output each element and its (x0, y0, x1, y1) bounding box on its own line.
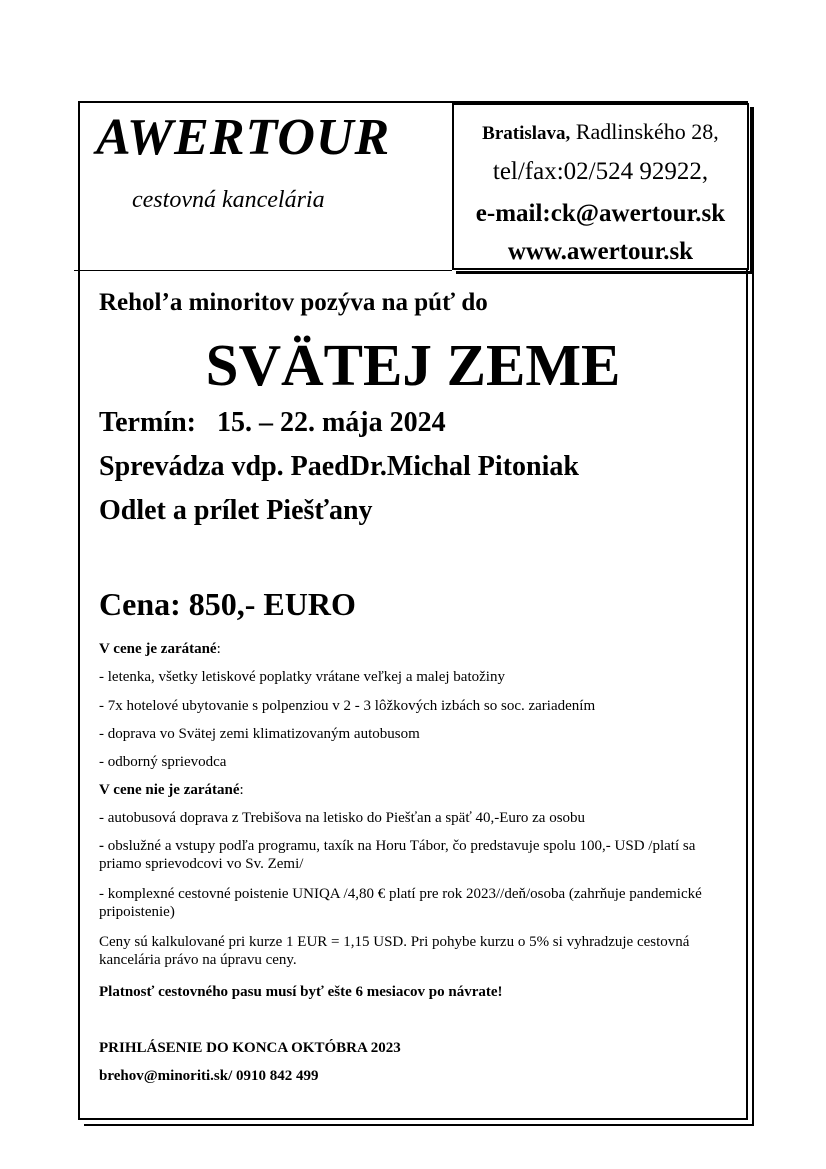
excluded-item-2 (99, 837, 739, 873)
registration-contact[interactable]: brehov@minoriti.sk/ 0910 842 499 (99, 1068, 319, 1084)
included-item-3: - doprava vo Svätej zemi klimatizovaným autobusom (99, 726, 420, 742)
contact-city: Bratislava, (482, 123, 571, 144)
excluded-heading-text: V cene nie je zarátané (99, 782, 240, 798)
excluded-heading-colon: : (239, 782, 244, 798)
included-heading (99, 640, 739, 658)
contact-street: Radlinského 28, (570, 119, 719, 144)
included-item-2: - 7x hotelové ubytovanie s polpenziou v 2 - 3 lôžkových izbách so soc. zariadením (99, 698, 596, 714)
header-divider (74, 270, 452, 271)
excluded-item-2-dash: - (99, 838, 104, 854)
excluded-item-1: - autobusová doprava z Trebišova na letisko do Piešťan a späť 40,-Euro za osobu (99, 810, 586, 826)
excluded-heading (99, 781, 739, 799)
flight-line: Odlet a prílet Piešťany (99, 495, 373, 526)
guide-line: Sprevádza vdp. PaedDr.Michal Pitoniak (99, 451, 579, 482)
included-heading-colon: : (216, 641, 221, 657)
contact-phone: tel/fax:02/524 92922, (492, 158, 709, 185)
price-line: Cena: 850,- EURO (99, 586, 356, 622)
excluded-item-2-text: obslužné a vstupy podľa programu, taxík na Horu Tábor, čo predstavuje spolu 100,- USD /platí sa priamo sprievodcovi vo Sv. Zemi/ (99, 838, 696, 872)
contact-box (452, 103, 749, 270)
excluded-item-3: - komplexné cestovné poistenie UNIQA /4,80 € platí pre rok 2023//deň/osoba (zahrňuje pandemické pripoistenie) (99, 886, 702, 920)
intro-line: Reholʼa minoritov pozýva na púť do (99, 289, 488, 316)
rate-note: Ceny sú kalkulované pri kurze 1 EUR = 1,15 USD. Pri pohybe kurzu o 5% si vyhradzuje cestovná kancelária právo na úpravu ceny. (99, 934, 690, 968)
term-line: Termín: 15. – 22. mája 2024 (99, 407, 446, 438)
included-item-4: - odborný sprievodca (99, 754, 227, 770)
contact-email[interactable]: e-mail:ck@awertour.sk (475, 200, 726, 227)
included-item-1: - letenka, všetky letiskové poplatky vrátane veľkej a malej batožiny (99, 669, 505, 685)
company-logo: AWERTOUR (96, 109, 391, 166)
page-title: SVÄTEJ ZEME (205, 332, 621, 398)
passport-note: Platnosť cestovného pasu musí byť ešte 6 mesiacov po návrate! (99, 984, 503, 1000)
contact-website[interactable]: www.awertour.sk (507, 238, 694, 265)
company-subtitle: cestovná kancelária (132, 187, 325, 213)
contact-address (454, 119, 747, 145)
registration-deadline: PRIHLÁSENIE DO KONCA OKTÓBRA 2023 (99, 1040, 401, 1056)
included-heading-text: V cene je zarátané (99, 641, 217, 657)
